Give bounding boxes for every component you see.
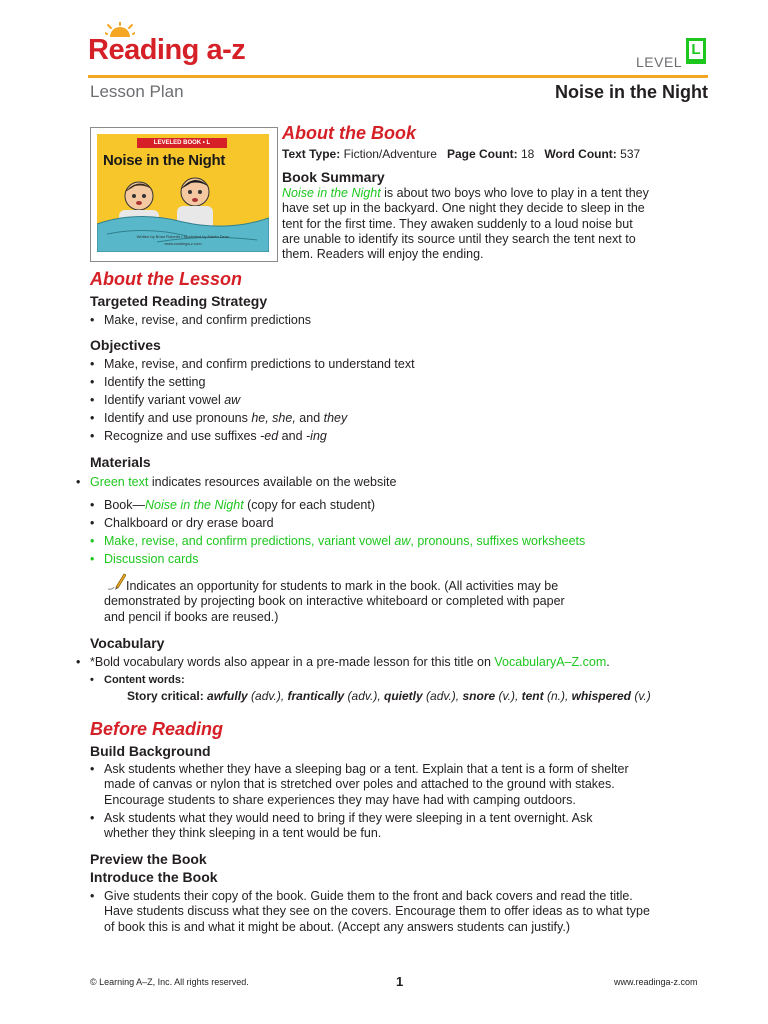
strategy-heading: Targeted Reading Strategy	[90, 293, 268, 309]
material-link-text[interactable]: Make, revise, and confirm predictions, variant vowel	[104, 534, 395, 548]
book-summary-heading: Book Summary	[282, 169, 385, 185]
materials-item-worksheets-link[interactable]	[104, 532, 585, 550]
objective-italic: aw	[224, 393, 241, 407]
text-type-label: Text Type:	[282, 147, 341, 161]
vocabulary-az-link[interactable]: VocabularyA–Z.com	[494, 655, 607, 669]
objective-item	[104, 409, 347, 427]
cover-banner: LEVELED BOOK • L	[137, 138, 227, 148]
materials-note-text: indicates resources available on the website	[148, 475, 397, 489]
vocab-note-text: *Bold vocabulary words also appear in a pre-made lesson for this title on	[90, 655, 495, 669]
summary-line: them. Readers will enjoy the ending.	[282, 247, 484, 262]
book-summary	[282, 186, 702, 262]
paragraph-line: whether they think sleeping in a tent would be fun.	[104, 826, 382, 841]
material-link-italic[interactable]: aw	[394, 534, 411, 548]
content-words-label: • Content words:	[104, 671, 185, 689]
vocab-word: frantically	[287, 689, 345, 703]
vocab-pos: (v.)	[630, 689, 651, 703]
before-reading-heading: Before Reading	[90, 719, 224, 739]
header-divider	[88, 75, 708, 78]
preview-book-heading: Preview the Book	[90, 851, 207, 867]
story-critical-line	[127, 689, 651, 703]
summary-line: have set up in the backyard. One night they decide to sleep in the	[282, 201, 645, 216]
vocab-pos: (adv.),	[344, 689, 385, 703]
book-cover	[90, 127, 278, 262]
paragraph-line: Ask students whether they have a sleeping bag or a tent. Explain that a tent is a form of shelter	[104, 762, 629, 776]
build-background-heading: Build Background	[90, 743, 211, 759]
paragraph-line: Ask students what they would need to bring if they were sleeping in a tent overnight. Ask	[104, 811, 593, 825]
text-type-value: Fiction/Adventure	[343, 147, 437, 161]
footer-url[interactable]: www.readinga-z.com	[614, 977, 698, 987]
paragraph-line: Encourage students to share experiences they may have had with camping outdoors.	[104, 792, 576, 807]
materials-item: • Chalkboard or dry erase board	[104, 514, 274, 532]
introduce-book-heading: Introduce the Book	[90, 869, 218, 885]
objective-italic: he, she,	[251, 411, 296, 425]
paragraph-line: Have students discuss what they see on the covers. Encourage them to offer ideas as to what type	[104, 904, 650, 919]
vocab-word: awfully	[207, 689, 248, 703]
page-count-label: Page Count:	[446, 147, 518, 161]
vocabulary-heading: Vocabulary	[90, 635, 165, 651]
level-value: L	[689, 41, 703, 59]
word-count-value: 537	[620, 147, 641, 161]
materials-note	[90, 473, 396, 491]
materials-item-discussion-cards-link[interactable]: • Discussion cards	[104, 550, 198, 568]
cover-url: www.readinga-z.com	[164, 241, 202, 246]
objective-text: Recognize and use suffixes	[104, 429, 261, 443]
objective-text: and	[278, 429, 307, 443]
build-background-item: • Ask students what they would need to bring if they were sleeping in a tent overnight. Ask whether they think sleeping in a tent would be fun.	[104, 811, 704, 842]
about-book-heading: About the Book	[282, 123, 416, 143]
material-text: (copy for each student)	[243, 498, 375, 512]
cover-title: Noise in the Night	[103, 152, 226, 169]
level-label: LEVEL	[636, 54, 683, 70]
strategy-item: • Make, revise, and confirm predictions	[104, 311, 311, 329]
pencil-note	[104, 579, 624, 625]
vocab-pos: (n.),	[543, 689, 572, 703]
level-badge	[686, 38, 706, 64]
paragraph-line: made of canvas or nylon that is stretched over poles and attached to the ground with stakes.	[104, 777, 615, 792]
summary-book-title: Noise in the Night	[282, 186, 381, 200]
objective-item: • Make, revise, and confirm predictions to understand text	[104, 355, 415, 373]
vocab-word: snore	[462, 689, 496, 703]
pencil-note-line: demonstrated by projecting book on interactive whiteboard or completed with paper	[104, 594, 565, 609]
green-text-sample: Green text	[90, 475, 149, 489]
summary-line: is about two boys who love to play in a tent they	[380, 186, 649, 200]
story-critical-label: Story critical:	[127, 689, 208, 703]
page-count-value: 18	[521, 147, 535, 161]
boys-in-tent-illustration	[97, 172, 269, 252]
footer-copyright: © Learning A–Z, Inc. All rights reserved.	[90, 977, 249, 987]
cover-credits: Written by Brian Roberts • Illustrated by Martin Dean	[136, 234, 230, 239]
book-meta	[282, 147, 640, 161]
vocab-pos: (adv.),	[422, 689, 463, 703]
objectives-heading: Objectives	[90, 337, 161, 353]
material-link-text[interactable]: , pronouns, suffixes worksheets	[410, 534, 586, 548]
objective-text: and	[295, 411, 324, 425]
material-text: Book—	[104, 498, 145, 512]
objective-item: • Identify the setting	[104, 373, 205, 391]
page-number: 1	[396, 974, 404, 989]
paragraph-line: Give students their copy of the book. Guide them to the front and back covers and read the title.	[104, 889, 633, 903]
summary-line: tent for the first time. They awaken suddenly to a loud noise but	[282, 216, 633, 231]
objective-text: Identify variant vowel	[104, 393, 225, 407]
logo	[88, 22, 246, 72]
materials-heading: Materials	[90, 454, 151, 470]
objective-italic: they	[323, 411, 348, 425]
summary-line: are unable to identify its source until they search the tent next to	[282, 231, 636, 246]
cover-art	[97, 134, 269, 252]
vocab-note-text: .	[606, 655, 610, 669]
materials-item	[104, 496, 375, 514]
vocab-pos: (v.),	[495, 689, 522, 703]
objective-item	[104, 391, 240, 409]
objective-italic: -ed	[260, 429, 279, 443]
material-link[interactable]: Noise in the Night	[145, 498, 244, 512]
objective-item	[104, 427, 327, 445]
build-background-item: • Ask students whether they have a sleeping bag or a tent. Explain that a tent is a form of shelter made of canvas or nylon that is stretched over poles and attached to the ground with stakes. Encourage students to share experiences they may have had with camping outdoors.	[104, 762, 704, 808]
introduce-book-item: • Give students their copy of the book. Guide them to the front and back covers and read the title. Have students discuss what they see on the covers. Encourage them to offer ideas as to what type of book this is and what it might be about. (Accept any answers students can justify.)	[104, 889, 704, 935]
pencil-note-line: Indicates an opportunity for students to mark in the book. (All activities may be	[126, 579, 559, 593]
lesson-plan-label: Lesson Plan	[90, 82, 184, 101]
objective-text: Identify and use pronouns	[104, 411, 252, 425]
pencil-note-line: and pencil if books are reused.)	[104, 609, 279, 624]
vocab-pos: (adv.),	[247, 689, 288, 703]
objective-italic: -ing	[306, 429, 327, 443]
logo-text: Reading a-z	[88, 34, 246, 66]
vocabulary-note	[90, 653, 610, 671]
vocab-word: quietly	[384, 689, 423, 703]
paragraph-line: of book this is and what it might be about. (Accept any answers students can justify.)	[104, 919, 570, 934]
page-title: Noise in the Night	[555, 82, 708, 102]
vocab-word: whispered	[571, 689, 631, 703]
vocab-word: tent	[521, 689, 544, 703]
about-lesson-heading: About the Lesson	[90, 269, 242, 289]
word-count-label: Word Count:	[544, 147, 617, 161]
